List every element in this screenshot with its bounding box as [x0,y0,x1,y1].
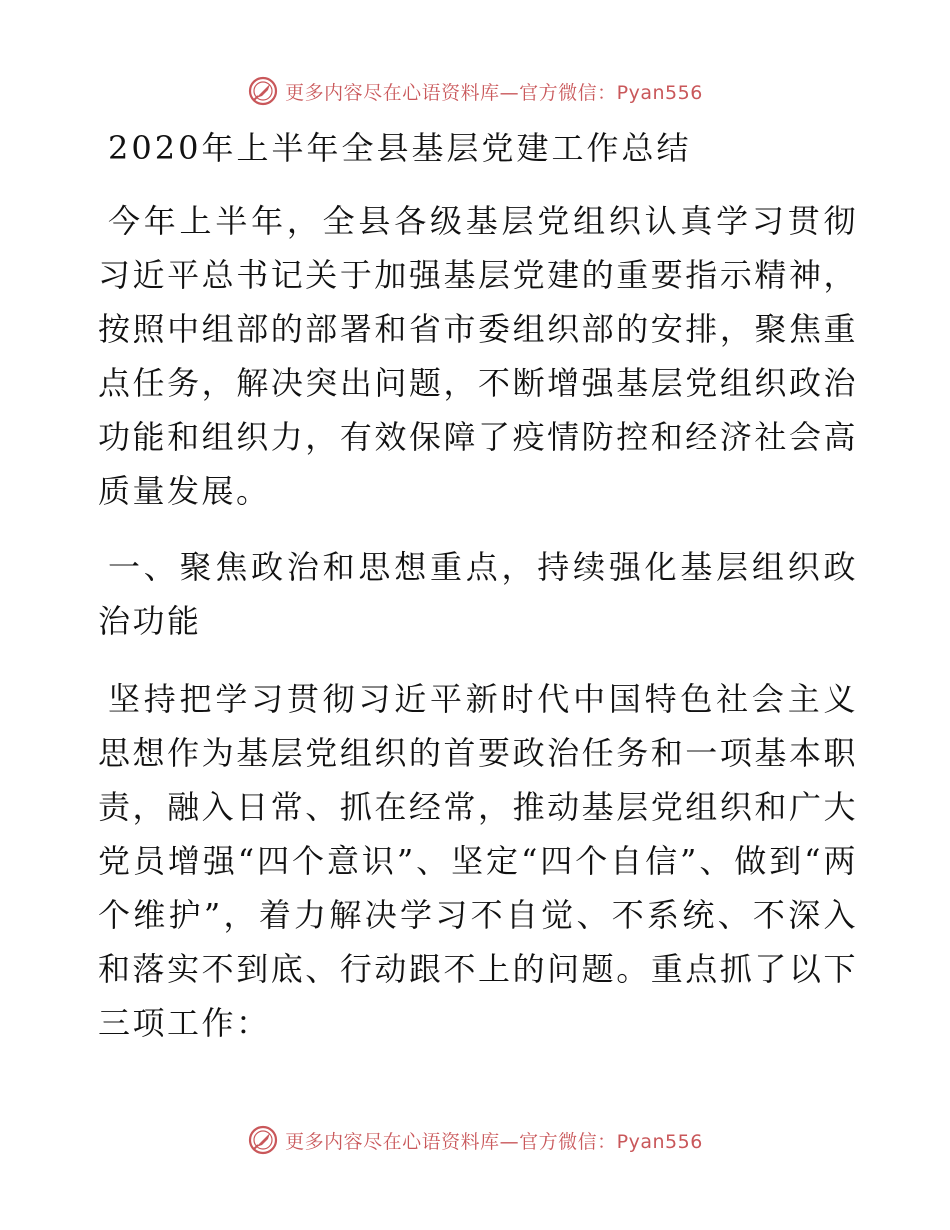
quill-logo-icon [247,75,279,107]
document-title: 2020年上半年全县基层党建工作总结 [108,129,692,167]
header-watermark [0,71,950,111]
section-heading: 一、聚焦政治和思想重点，持续强化基层组织政治功能 [98,548,858,640]
watermark-text: 更多内容尽在心语资料库—官方微信：Pyan556 [285,1130,703,1153]
intro-paragraph: 今年上半年，全县各级基层党组织认真学习贯彻习近平总书记关于加强基层党建的重要指示精神，按照中组部的部署和省市委组织部的安排，聚焦重点任务，解决突出问题，不断增强基层党组织政治功能和组织力，有效保障了疫情防控和经济社会高质量发展。 [98,202,858,510]
document-body [98,122,858,1050]
watermark-text: 更多内容尽在心语资料库—官方微信：Pyan556 [285,81,703,104]
quill-logo-icon [247,1124,279,1156]
section-paragraph: 坚持把学习贯彻习近平新时代中国特色社会主义思想作为基层党组织的首要政治任务和一项基本职责，融入日常、抓在经常，推动基层党组织和广大党员增强“四个意识”、坚定“四个自信”、做到“两个维护”，着力解决学习不自觉、不系统、不深入和落实不到底、行动跟不上的问题。重点抓了以下三项工作： [98,680,858,1042]
footer-watermark [0,1120,950,1160]
